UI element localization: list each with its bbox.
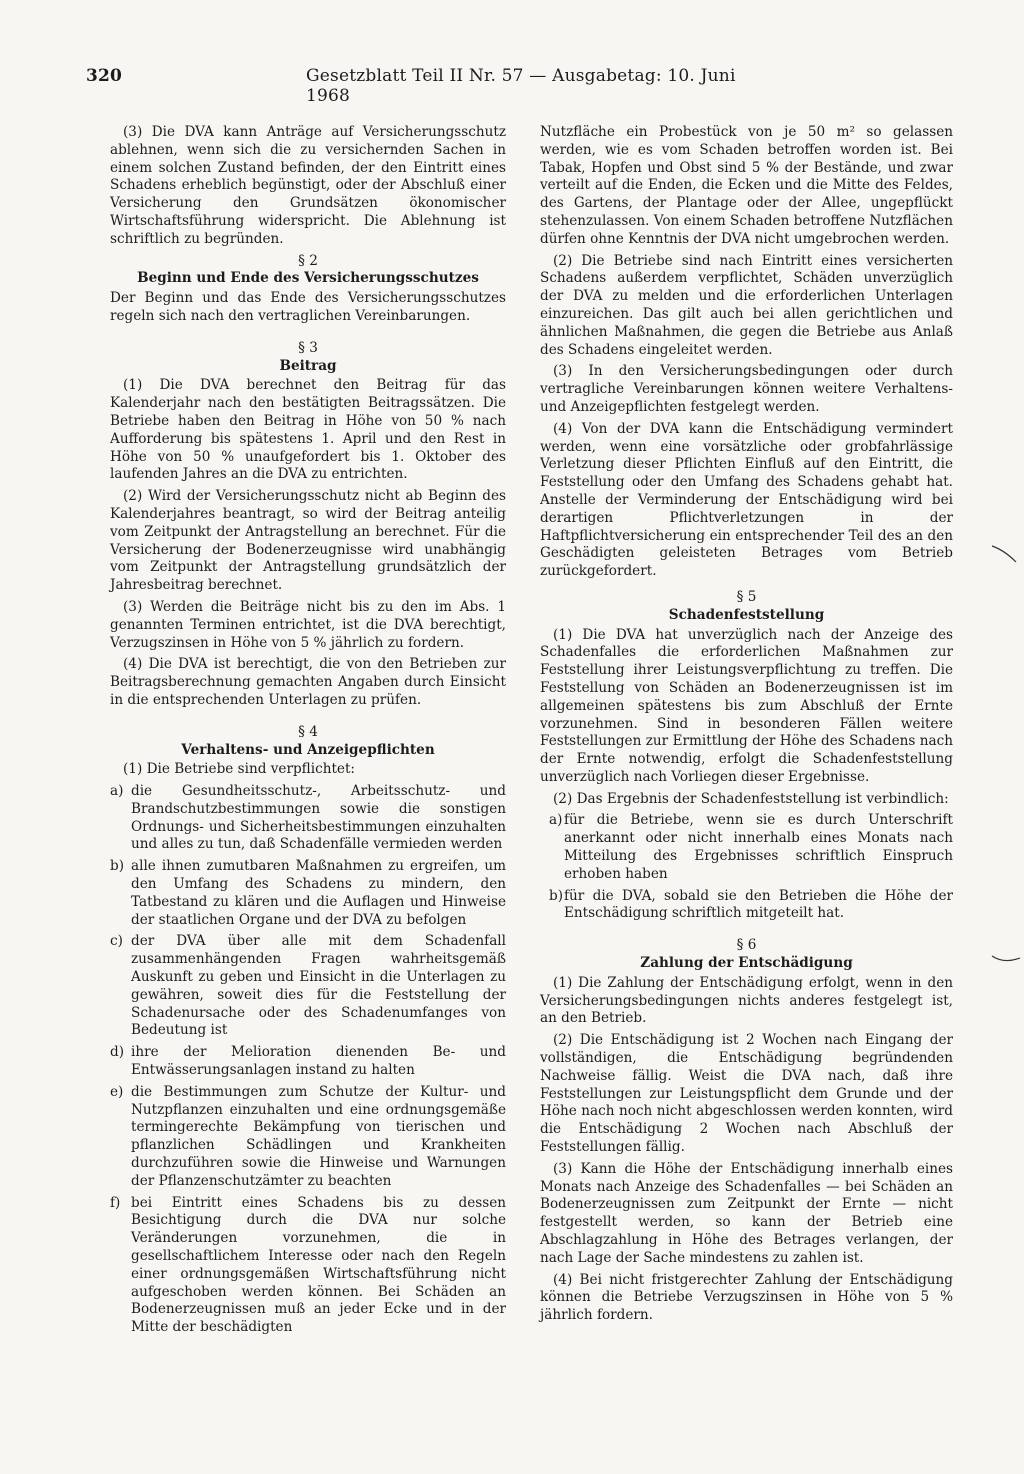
scan-mark [990, 950, 1024, 970]
list-item-label: a) [110, 783, 124, 800]
right-column [540, 124, 953, 1329]
sec6-paragraph-1: (1) Die Zahlung der Entschädigung erfolgt, wenn in den Versicherungsbedingungen nichts anderes festgelegt ist, an den Betrieb. [540, 974, 953, 1027]
sec5-paragraph-2: (2) Das Ergebnis der Schadenfeststellung ist verbindlich: [553, 790, 949, 807]
list-item [110, 783, 506, 854]
sec1-paragraph-3: (3) Die DVA kann Anträge auf Versicherungsschutz ablehnen, wenn sich die zu versichernden Sachen in einem solchen Zustand befinden, der den Eintritt eines Schadens erheblich begünstigt, oder der Abschluß einer Versicherung den Grundsätzen ökonomischer Wirtschaftsführung widerspricht. Die Ablehnung ist schriftlich zu begründen. [110, 124, 506, 247]
sec6-paragraph-4: (4) Bei nicht fristgerechter Zahlung der Entschädigung können die Betriebe Verzugszinsen in Höhe von 5 % jährlich fordern. [540, 1271, 953, 1324]
section-2-heading: Beginn und Ende des Versicherungsschutzes [137, 270, 479, 287]
sec4-paragraph-1: (1) Die Betriebe sind verpflichtet: [123, 761, 356, 778]
sec6-paragraph-3: (3) Kann die Höhe der Entschädigung innerhalb eines Monats nach Anzeige des Schadenfalles — bei Schäden an Bodenerzeugnissen zum Zeitpunkt der Ernte — nicht festgestellt werden, so kann der Betrieb eine Abschlagzahlung in Höhe des Betrages verlangen, der nach Lage der Sache mindestens zu zahlen ist. [540, 1160, 953, 1266]
list-item [110, 933, 506, 1040]
sec3-paragraph-1: (1) Die DVA berechnet den Beitrag für das Kalenderjahr nach den bestätigten Beitragssätzen. Die Betriebe haben den Beitrag in Höhe von 50 % nach Aufforderung bis spätestens 1. April und den Rest in Höhe von 50 % unaufgefordert bis 1. Oktober des laufenden Jahres an die DVA zu entrichten. [110, 377, 506, 483]
section-6-heading: Zahlung der Entschädigung [640, 955, 853, 972]
page-header [86, 66, 766, 106]
section-4-heading: Verhaltens- und Anzeigepflichten [181, 741, 435, 758]
sec4-paragraph-2: (2) Die Betriebe sind nach Eintritt eines versicherten Schadens außerdem verpflichtet, Schäden unverzüglich der DVA zu melden und die erforderlichen Unterlagen einzureichen. Das gilt auch bei allen gerichtlichen und ähnlichen Maßnahmen, die gegen die Betriebe aus Anlaß des Schadens eingeleitet werden. [540, 252, 953, 358]
section-2-text: Der Beginn und das Ende des Versicherungsschutzes regeln sich nach den vertraglichen Vereinbarungen. [110, 290, 506, 324]
list-item [540, 812, 953, 883]
section-2-number: § 2 [298, 252, 318, 269]
sec3-paragraph-3: (3) Werden die Beiträge nicht bis zu den im Abs. 1 genannten Terminen entrichtet, ist die DVA berechtigt, Verzugszinsen in Höhe von 5 % jährlich zu fordern. [110, 598, 506, 651]
continued-paragraph: Nutzfläche ein Probestück von je 50 m² so gelassen werden, wie es vom Schaden betroffen worden ist. Bei Tabak, Hopfen und Obst sind 5 % der Bestände, und zwar verteilt auf die Enden, die Ecken und die Mitte des Feldes, des Gartens, der Plantage oder der Allee, ungepflückt stehenzulassen. Von einem Schaden betroffene Nutzflächen dürfen ohne Kenntnis der DVA nicht umgebrochen werden. [540, 124, 953, 247]
list-item-label: a) [549, 812, 563, 829]
list-item-text: alle ihnen zumutbaren Maßnahmen zu ergreifen, um den Umfang des Schadens zu mindern, den Tatbestand zu klären und die Auflagen und Hinweise der staatlichen Organe und der DVA zu befolgen [131, 858, 506, 928]
scan-mark [990, 540, 1020, 570]
sec6-paragraph-2: (2) Die Entschädigung ist 2 Wochen nach Eingang der vollständigen, die Entschädigung begründenden Nachweise fällig. Weist die DVA nach, daß ihre Feststellungen zur Leistungspflicht dem Grunde und der Höhe nach noch nicht abgeschlossen werden konnten, wird die Entschädigung 2 Wochen nach Abschluß der Feststellungen fällig. [540, 1032, 953, 1156]
list-item-text: ihre der Melioration dienenden Be- und Entwässerungsanlagen instand zu halten [131, 1044, 506, 1079]
list-item-text: für die DVA, sobald sie den Betrieben die Höhe der Entschädigung schriftlich mitgeteilt hat. [564, 887, 953, 922]
list-item [540, 888, 953, 924]
section-6-number: § 6 [736, 937, 757, 954]
list-item [110, 858, 506, 929]
list-item-text: die Gesundheitsschutz-, Arbeitsschutz- und Brandschutzbestimmungen sowie die sonstigen Ordnungs- und Sicherheitsbestimmungen einzuhalten und alles zu tun, daß Schadenfälle vermieden werden [131, 783, 506, 853]
sec4-paragraph-4: (4) Von der DVA kann die Entschädigung vermindert werden, wenn eine vorsätzliche oder grobfahrlässige Verletzung dieser Pflichten Einfluß auf den Eintritt, die Feststellung oder den Umfang des Schadens gehabt hat. Anstelle der Verminderung der Entschädigung wird bei derartigen Pflichtverletzungen in der Haftpflichtversicherung ein entsprechender Teil des an den Geschädigten geleisteten Betrages vom Betrieb zurückgefordert. [540, 420, 953, 580]
page-number: 320 [86, 66, 123, 86]
list-item-label: e) [110, 1083, 124, 1100]
list-item [110, 1084, 506, 1191]
sec5-paragraph-1: (1) Die DVA hat unverzüglich nach der Anzeige des Schadenfalles die erforderlichen Maßnahmen zur Feststellung ihrer Leistungsverpflichtung zu treffen. Die Feststellung von Schäden an Bodenerzeugnissen ist im allgemeinen spätestens bis zum Abschluß der Ernte vorzunehmen. Sind in besonderen Fällen weitere Feststellungen zur Ermittlung der Höhe des Schadens nach der Ernte notwendig, erfolgt die Schadenfeststellung unverzüglich nach Vorliegen dieser Ergebnisse. [540, 626, 953, 785]
list-item-label: b) [110, 858, 125, 875]
section-5-heading: Schadenfeststellung [668, 606, 825, 623]
list-item-text: der DVA über alle mit dem Schadenfall zusammenhängenden Fragen wahrheitsgemäß Auskunft zu geben und Einsicht in die Unterlagen zu gewähren, soweit dies für die Feststellung der Schadenursache oder des Schadenumfanges von Bedeutung ist [131, 933, 506, 1039]
list-item [110, 1044, 506, 1080]
section-3-number: § 3 [298, 339, 318, 356]
list-item-text: für die Betriebe, wenn sie es durch Unterschrift anerkannt oder nicht innerhalb eines Monats nach Mitteilung des Ergebnisses schriftlich Einspruch erhoben haben [564, 812, 953, 882]
sec3-paragraph-4: (4) Die DVA ist berechtigt, die von den Betrieben zur Beitragsberechnung gemachten Angaben durch Einsicht in die entsprechenden Unterlagen zu prüfen. [110, 656, 506, 708]
running-title: Gesetzblatt Teil II Nr. 57 — Ausgabetag: 10. Juni 1968 [306, 66, 736, 106]
sec4-paragraph-3: (3) In den Versicherungsbedingungen oder durch vertragliche Vereinbarungen können weitere Verhaltens- und Anzeigepflichten festgelegt werden. [540, 363, 953, 415]
sec3-paragraph-2: (2) Wird der Versicherungsschutz nicht ab Beginn des Kalenderjahres beantragt, so wird der Beitrag anteilig vom Zeitpunkt der Antragstellung an berechnet. Für die Versicherung der Bodenerzeugnisse wird unabhängig vom Zeitpunkt der Antragstellung grundsätzlich der Jahresbeitrag berechnet. [110, 488, 506, 594]
list-item [110, 1195, 506, 1337]
left-column [110, 124, 506, 1341]
list-item-label: f) [110, 1194, 121, 1211]
section-5-number: § 5 [736, 588, 757, 605]
section-4-number: § 4 [298, 723, 318, 740]
list-item-label: d) [110, 1044, 125, 1061]
section-3-heading: Beitrag [279, 357, 337, 374]
list-item-text: bei Eintritt eines Schadens bis zu dessen Besichtigung durch die DVA nur solche Veränderungen vorzunehmen, die in gesellschaftlichem Interesse oder nach den Regeln einer ordnungsgemäßen Wirtschaftsführung nicht aufgeschoben werden können. Bei Schäden an Bodenerzeugnissen muß an jeder Ecke und in der Mitte der beschädigten [131, 1194, 506, 1336]
list-item-label: c) [110, 933, 123, 950]
list-item-text: die Bestimmungen zum Schutze der Kultur- und Nutzpflanzen einzuhalten und eine ordnungsgemäße termingerechte Bekämpfung von tierischen und pflanzlichen Schädlingen und Krankheiten durchzuführen sowie die Hinweise und Warnungen der Pflanzenschutzämter zu beachten [131, 1083, 506, 1189]
list-item-label: b) [549, 887, 564, 904]
